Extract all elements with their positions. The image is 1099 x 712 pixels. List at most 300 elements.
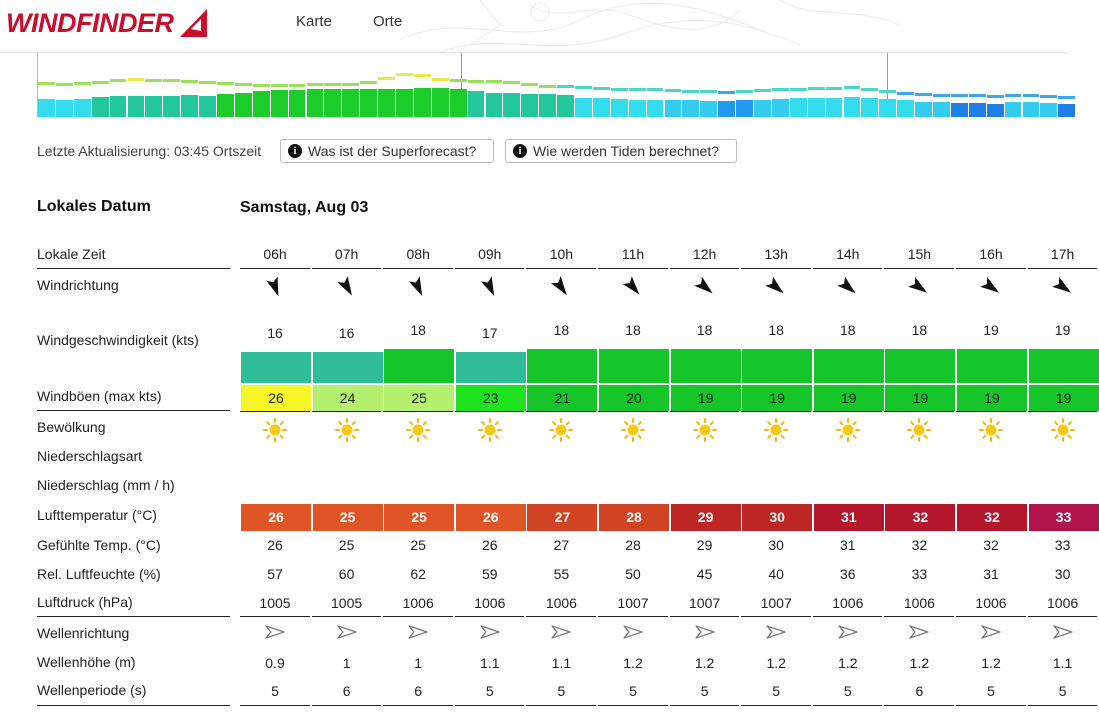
day-heading: Samstag, Aug 03 — [240, 199, 369, 216]
overview-gust-mark — [360, 81, 377, 84]
info-icon: i — [513, 144, 527, 158]
overview-wind-bar — [736, 100, 753, 117]
overview-wind-bar — [414, 88, 431, 117]
wind-direction-arrow-icon — [741, 276, 811, 302]
temperature-cell: 27 — [526, 504, 597, 531]
humidity-value: 36 — [840, 566, 856, 582]
sunny-icon — [741, 418, 811, 444]
overview-gust-mark — [557, 85, 574, 88]
overview-wind-bar — [432, 88, 449, 117]
wave-direction-arrow-icon — [1028, 624, 1098, 644]
pressure-value: 1006 — [975, 595, 1007, 611]
pressure-value: 1005 — [331, 595, 363, 611]
column-separator — [670, 616, 740, 617]
overview-gust-mark — [647, 88, 664, 91]
nav-orte[interactable]: Orte — [373, 13, 403, 30]
overview-wind-bar — [593, 98, 610, 117]
overview-wind-bar — [611, 99, 628, 117]
overview-wind-bar — [987, 104, 1004, 117]
overview-gust-mark — [432, 78, 449, 81]
pressure-value: 1007 — [617, 595, 649, 611]
hour-label: 11h — [621, 246, 645, 262]
hour-label: 14h — [836, 246, 860, 262]
overview-gust-mark — [754, 89, 771, 92]
label-precip-type: Niederschlagsart — [37, 448, 143, 464]
column-separator — [1028, 411, 1098, 412]
label-local-time: Lokale Zeit — [37, 246, 106, 262]
overview-gust-mark — [38, 82, 55, 85]
wind-direction-arrow-icon — [670, 276, 740, 302]
wind-speed-value: 19 — [1054, 322, 1071, 338]
gust-cell: 24 — [312, 385, 383, 411]
wave-height-value: 1.1 — [1052, 655, 1073, 671]
wave-height-value: 0.9 — [265, 655, 285, 671]
temperature-cell: 33 — [1028, 504, 1099, 531]
pressure-value: 1006 — [545, 595, 577, 611]
wave-height-value: 1.2 — [981, 655, 1001, 671]
sunny-icon — [956, 418, 1026, 444]
overview-gust-mark — [987, 95, 1004, 98]
overview-wind-bar — [271, 90, 288, 117]
nav-karte[interactable]: Karte — [296, 13, 332, 30]
wind-speed-bar — [813, 349, 884, 383]
top-navbar — [0, 0, 1068, 53]
wave-direction-arrow-icon — [670, 624, 740, 644]
column-separator — [526, 705, 596, 706]
background-map-pattern — [380, 0, 1068, 52]
wave-direction-arrow-icon — [240, 624, 310, 644]
overview-wind-bar — [181, 95, 198, 117]
overview-wind-bar — [486, 93, 503, 117]
column-separator — [741, 411, 811, 412]
row-separator — [37, 616, 230, 617]
column-separator — [1028, 705, 1098, 706]
column-separator — [670, 268, 740, 269]
overview-gust-mark — [539, 85, 556, 88]
overview-wind-bar — [1040, 103, 1057, 117]
overview-wind-bar — [128, 96, 145, 117]
column-separator — [383, 705, 453, 706]
column-separator — [312, 411, 382, 412]
wave-period-value: 6 — [414, 683, 423, 699]
wind-speed-bar — [670, 349, 741, 383]
wave-height-value: 1 — [342, 655, 351, 671]
windfinder-logo[interactable] — [6, 6, 211, 40]
wave-period-value: 5 — [987, 683, 995, 699]
overview-gust-mark — [844, 86, 861, 89]
column-separator — [598, 616, 668, 617]
label-local-date: Lokales Datum — [37, 198, 151, 215]
wave-period-value: 5 — [485, 683, 494, 699]
wind-speed-value: 18 — [696, 322, 713, 338]
overview-gust-mark — [969, 94, 986, 97]
column-separator — [741, 705, 811, 706]
wave-height-value: 1.2 — [909, 655, 930, 671]
column-separator — [813, 616, 883, 617]
wave-period-value: 5 — [843, 683, 852, 699]
column-separator — [598, 268, 668, 269]
wind-speed-bar — [383, 349, 454, 383]
overview-gust-mark — [933, 94, 950, 97]
hour-label: 12h — [692, 246, 717, 262]
overview-wind-bar — [700, 101, 717, 117]
wind-speed-value: 18 — [911, 322, 928, 338]
label-precipitation: Niederschlag (mm / h) — [37, 477, 175, 493]
temperature-cell: 26 — [240, 504, 311, 531]
hour-label: 07h — [334, 246, 359, 262]
sunny-icon — [598, 418, 668, 444]
overview-gust-mark — [74, 82, 91, 85]
overview-wind-bar — [1058, 104, 1075, 117]
overview-gust-mark — [503, 81, 520, 84]
overview-gust-mark — [378, 77, 395, 80]
overview-gust-mark — [128, 78, 145, 81]
overview-gust-mark — [826, 87, 843, 90]
column-separator — [383, 411, 453, 412]
wave-period-value: 6 — [915, 683, 924, 699]
humidity-value: 40 — [768, 566, 784, 582]
overview-wind-bar — [897, 100, 914, 117]
hour-label: 15h — [907, 246, 932, 262]
feels-like-value: 30 — [768, 537, 784, 553]
overview-wind-bar — [915, 102, 932, 117]
wave-period-value: 5 — [557, 683, 566, 699]
wind-speed-value: 16 — [338, 325, 355, 341]
wind-speed-value: 18 — [553, 322, 570, 338]
overview-wind-bar — [342, 89, 359, 117]
hour-label: 10h — [549, 246, 574, 262]
label-humidity: Rel. Luftfeuchte (%) — [37, 566, 161, 582]
wind-speed-bar — [884, 349, 955, 383]
overview-wind-bar — [861, 98, 878, 117]
overview-gust-mark — [629, 88, 646, 91]
wind-direction-arrow-icon — [956, 276, 1026, 302]
gust-cell: 19 — [670, 385, 741, 411]
wind-direction-arrow-icon — [455, 276, 525, 302]
wave-direction-arrow-icon — [956, 624, 1026, 644]
overview-wind-bar — [253, 91, 270, 117]
overview-gust-mark — [1005, 94, 1022, 97]
overview-gust-mark — [951, 94, 968, 97]
wave-height-value: 1 — [414, 655, 423, 671]
label-wind-direction: Windrichtung — [37, 277, 119, 293]
wind-speed-bar — [526, 349, 597, 383]
overview-gust-mark — [879, 90, 896, 93]
label-wind-speed: Windgeschwindigkeit (kts) — [37, 332, 199, 348]
column-separator — [1028, 268, 1098, 269]
pressure-value: 1006 — [903, 595, 935, 611]
feels-like-value: 25 — [410, 537, 426, 553]
wave-height-value: 1.2 — [694, 655, 715, 671]
humidity-value: 60 — [338, 566, 355, 582]
wind-speed-value: 19 — [983, 322, 999, 338]
column-separator — [312, 616, 382, 617]
gust-cell: 19 — [884, 385, 955, 411]
hour-label: 06h — [263, 246, 287, 262]
overview-gust-mark — [253, 84, 270, 87]
overview-gust-mark — [700, 90, 717, 93]
wind-speed-value: 18 — [840, 322, 856, 338]
overview-gust-mark — [593, 87, 610, 90]
feels-like-value: 32 — [983, 537, 999, 553]
wave-height-value: 1.2 — [838, 655, 858, 671]
column-separator — [312, 268, 382, 269]
feels-like-value: 29 — [696, 537, 713, 553]
feels-like-value: 31 — [840, 537, 856, 553]
column-separator — [956, 616, 1026, 617]
humidity-value: 30 — [1054, 566, 1071, 582]
wind-speed-value: 16 — [267, 325, 283, 341]
overview-wind-bar — [199, 96, 216, 117]
sunny-icon — [884, 418, 954, 444]
sunny-icon — [813, 418, 883, 444]
sunny-icon — [455, 418, 525, 444]
gust-cell: 25 — [383, 385, 454, 411]
overview-wind-bar — [790, 98, 807, 117]
wind-speed-value: 18 — [410, 322, 426, 338]
overview-wind-bar — [110, 96, 127, 117]
overview-gust-mark — [289, 84, 306, 87]
overview-gust-mark — [181, 80, 198, 83]
gust-cell: 19 — [813, 385, 884, 411]
feels-like-value: 32 — [911, 537, 928, 553]
overview-gust-mark — [342, 83, 359, 86]
wind-direction-arrow-icon — [1028, 276, 1098, 302]
column-separator — [670, 411, 740, 412]
gust-cell: 26 — [240, 385, 311, 411]
column-separator — [455, 705, 525, 706]
label-cloud-cover: Bewölkung — [37, 419, 106, 435]
label-wave-direction: Wellenrichtung — [37, 625, 130, 641]
overview-gust-mark — [396, 73, 413, 76]
logo-sail-icon — [177, 7, 211, 39]
overview-gust-mark — [790, 88, 807, 91]
column-separator — [526, 411, 596, 412]
overview-wind-bar — [1005, 102, 1022, 117]
wave-direction-arrow-icon — [383, 624, 453, 644]
overview-wind-bar — [450, 89, 467, 117]
column-separator — [526, 616, 596, 617]
column-separator — [741, 616, 811, 617]
wind-speed-bar — [598, 349, 669, 383]
wind-direction-arrow-icon — [383, 276, 453, 302]
overview-gust-mark — [718, 91, 735, 94]
humidity-value: 31 — [983, 566, 999, 582]
column-separator — [526, 268, 596, 269]
wave-height-value: 1.1 — [551, 655, 572, 671]
wave-height-value: 1.2 — [766, 655, 786, 671]
wave-height-value: 1.2 — [623, 655, 643, 671]
wind-speed-bar — [312, 352, 383, 383]
overview-wind-bar — [665, 100, 682, 117]
wind-speed-bar — [741, 349, 812, 383]
label-air-temperature: Lufttemperatur (°C) — [37, 507, 157, 523]
overview-gust-mark — [163, 79, 180, 82]
last-updated-text: Letzte Aktualisierung: 03:45 Ortszeit — [37, 143, 262, 159]
logo-text: WINDFINDER — [6, 7, 174, 38]
row-separator — [37, 705, 230, 706]
pressure-value: 1006 — [474, 595, 506, 611]
wind-speed-bar — [1028, 349, 1099, 383]
sunny-icon — [526, 418, 596, 444]
overview-wind-bar — [557, 95, 574, 117]
column-separator — [741, 268, 811, 269]
hour-label: 08h — [406, 246, 430, 262]
wave-direction-arrow-icon — [813, 624, 883, 644]
wind-direction-arrow-icon — [598, 276, 668, 302]
wind-speed-value: 17 — [482, 325, 498, 341]
wave-period-value: 5 — [1058, 683, 1067, 699]
overview-wind-bar — [92, 97, 109, 117]
overview-gust-mark — [324, 83, 341, 86]
superforecast-info-button[interactable] — [280, 139, 494, 163]
feels-like-value: 27 — [553, 537, 570, 553]
overview-wind-bar — [503, 93, 520, 117]
column-separator — [598, 411, 668, 412]
overview-wind-bar — [378, 89, 395, 117]
overview-wind-bar — [38, 99, 55, 117]
wave-direction-arrow-icon — [312, 624, 382, 644]
sunny-icon — [670, 418, 740, 444]
wave-height-value: 1.1 — [480, 655, 500, 671]
temperature-cell: 32 — [956, 504, 1027, 531]
overview-gust-mark — [468, 80, 485, 83]
wave-period-value: 5 — [629, 683, 637, 699]
info-icon: i — [288, 144, 302, 158]
column-separator — [312, 705, 382, 706]
column-separator — [956, 705, 1026, 706]
sunny-icon — [1028, 418, 1098, 444]
gust-cell: 23 — [455, 385, 526, 411]
hour-label: 09h — [478, 246, 502, 262]
overview-gust-mark — [611, 88, 628, 91]
column-separator — [240, 616, 310, 617]
feels-like-value: 25 — [338, 537, 355, 553]
hour-label: 17h — [1050, 246, 1075, 262]
gust-cell: 20 — [598, 385, 669, 411]
humidity-value: 50 — [625, 566, 641, 582]
column-separator — [240, 411, 310, 412]
hour-label: 16h — [979, 246, 1003, 262]
column-separator — [956, 411, 1026, 412]
column-separator — [813, 705, 883, 706]
wave-direction-arrow-icon — [741, 624, 811, 644]
temperature-cell: 31 — [813, 504, 884, 531]
column-separator — [383, 268, 453, 269]
feels-like-value: 26 — [267, 537, 283, 553]
pressure-value: 1007 — [689, 595, 721, 611]
wave-period-value: 5 — [271, 683, 279, 699]
overview-wind-bar — [1023, 102, 1040, 117]
humidity-value: 45 — [696, 566, 713, 582]
hour-label: 13h — [764, 246, 788, 262]
pressure-value: 1006 — [402, 595, 434, 611]
overview-gust-mark — [307, 83, 324, 86]
overview-wind-bar — [145, 96, 162, 117]
overview-wind-bar — [539, 94, 556, 117]
column-separator — [240, 705, 310, 706]
column-separator — [956, 268, 1026, 269]
overview-wind-bar — [969, 103, 986, 117]
forecast-overview-strip[interactable] — [37, 53, 1069, 117]
wave-direction-arrow-icon — [526, 624, 596, 644]
tides-info-button[interactable] — [505, 139, 737, 163]
column-separator — [455, 268, 525, 269]
overview-wind-bar — [879, 99, 896, 117]
temperature-cell: 32 — [884, 504, 955, 531]
column-separator — [884, 411, 954, 412]
overview-wind-bar — [575, 98, 592, 117]
wind-speed-value: 18 — [768, 322, 784, 338]
overview-gust-mark — [897, 92, 914, 95]
wave-direction-arrow-icon — [455, 624, 525, 644]
overview-gust-mark — [1058, 96, 1075, 99]
column-separator — [1028, 616, 1098, 617]
pressure-value: 1006 — [832, 595, 864, 611]
overview-gust-mark — [199, 81, 216, 84]
pressure-value: 1005 — [259, 595, 291, 611]
overview-gust-mark — [772, 88, 789, 91]
wave-direction-arrow-icon — [598, 624, 668, 644]
column-separator — [455, 411, 525, 412]
overview-wind-bar — [235, 93, 252, 117]
overview-wind-bar — [396, 89, 413, 117]
overview-wind-bar — [324, 89, 341, 117]
overview-wind-bar — [772, 99, 789, 117]
overview-wind-bar — [718, 101, 735, 117]
overview-gust-mark — [56, 83, 73, 86]
column-separator — [670, 705, 740, 706]
label-wind-gusts: Windböen (max kts) — [37, 388, 162, 404]
gust-cell: 21 — [526, 385, 597, 411]
temperature-cell: 25 — [383, 504, 454, 531]
humidity-value: 62 — [410, 566, 426, 582]
overview-gust-mark — [217, 82, 234, 85]
overview-gust-mark — [736, 90, 753, 93]
wind-speed-bar — [956, 349, 1027, 383]
overview-wind-bar — [951, 103, 968, 117]
humidity-value: 59 — [482, 566, 498, 582]
temperature-cell: 25 — [312, 504, 383, 531]
humidity-value: 55 — [553, 566, 570, 582]
overview-gust-mark — [145, 79, 162, 82]
overview-wind-bar — [163, 96, 180, 117]
column-separator — [240, 268, 310, 269]
column-separator — [884, 268, 954, 269]
temperature-cell: 29 — [670, 504, 741, 531]
wind-direction-arrow-icon — [526, 276, 596, 302]
label-wave-height: Wellenhöhe (m) — [37, 654, 136, 670]
overview-wind-bar — [629, 100, 646, 117]
overview-wind-bar — [933, 102, 950, 117]
overview-gust-mark — [575, 86, 592, 89]
overview-wind-bar — [682, 100, 699, 117]
column-separator — [884, 616, 954, 617]
temperature-cell: 28 — [598, 504, 669, 531]
overview-gust-mark — [110, 79, 127, 82]
sunny-icon — [240, 418, 310, 444]
overview-wind-bar — [56, 100, 73, 117]
wind-direction-arrow-icon — [884, 276, 954, 302]
overview-gust-mark — [1023, 94, 1040, 97]
sunny-icon — [312, 418, 382, 444]
wind-speed-bar — [240, 352, 311, 383]
overview-wind-bar — [521, 94, 538, 117]
sunny-icon — [383, 418, 453, 444]
overview-wind-bar — [307, 89, 324, 117]
overview-gust-mark — [271, 84, 288, 87]
wave-direction-arrow-icon — [884, 624, 954, 644]
